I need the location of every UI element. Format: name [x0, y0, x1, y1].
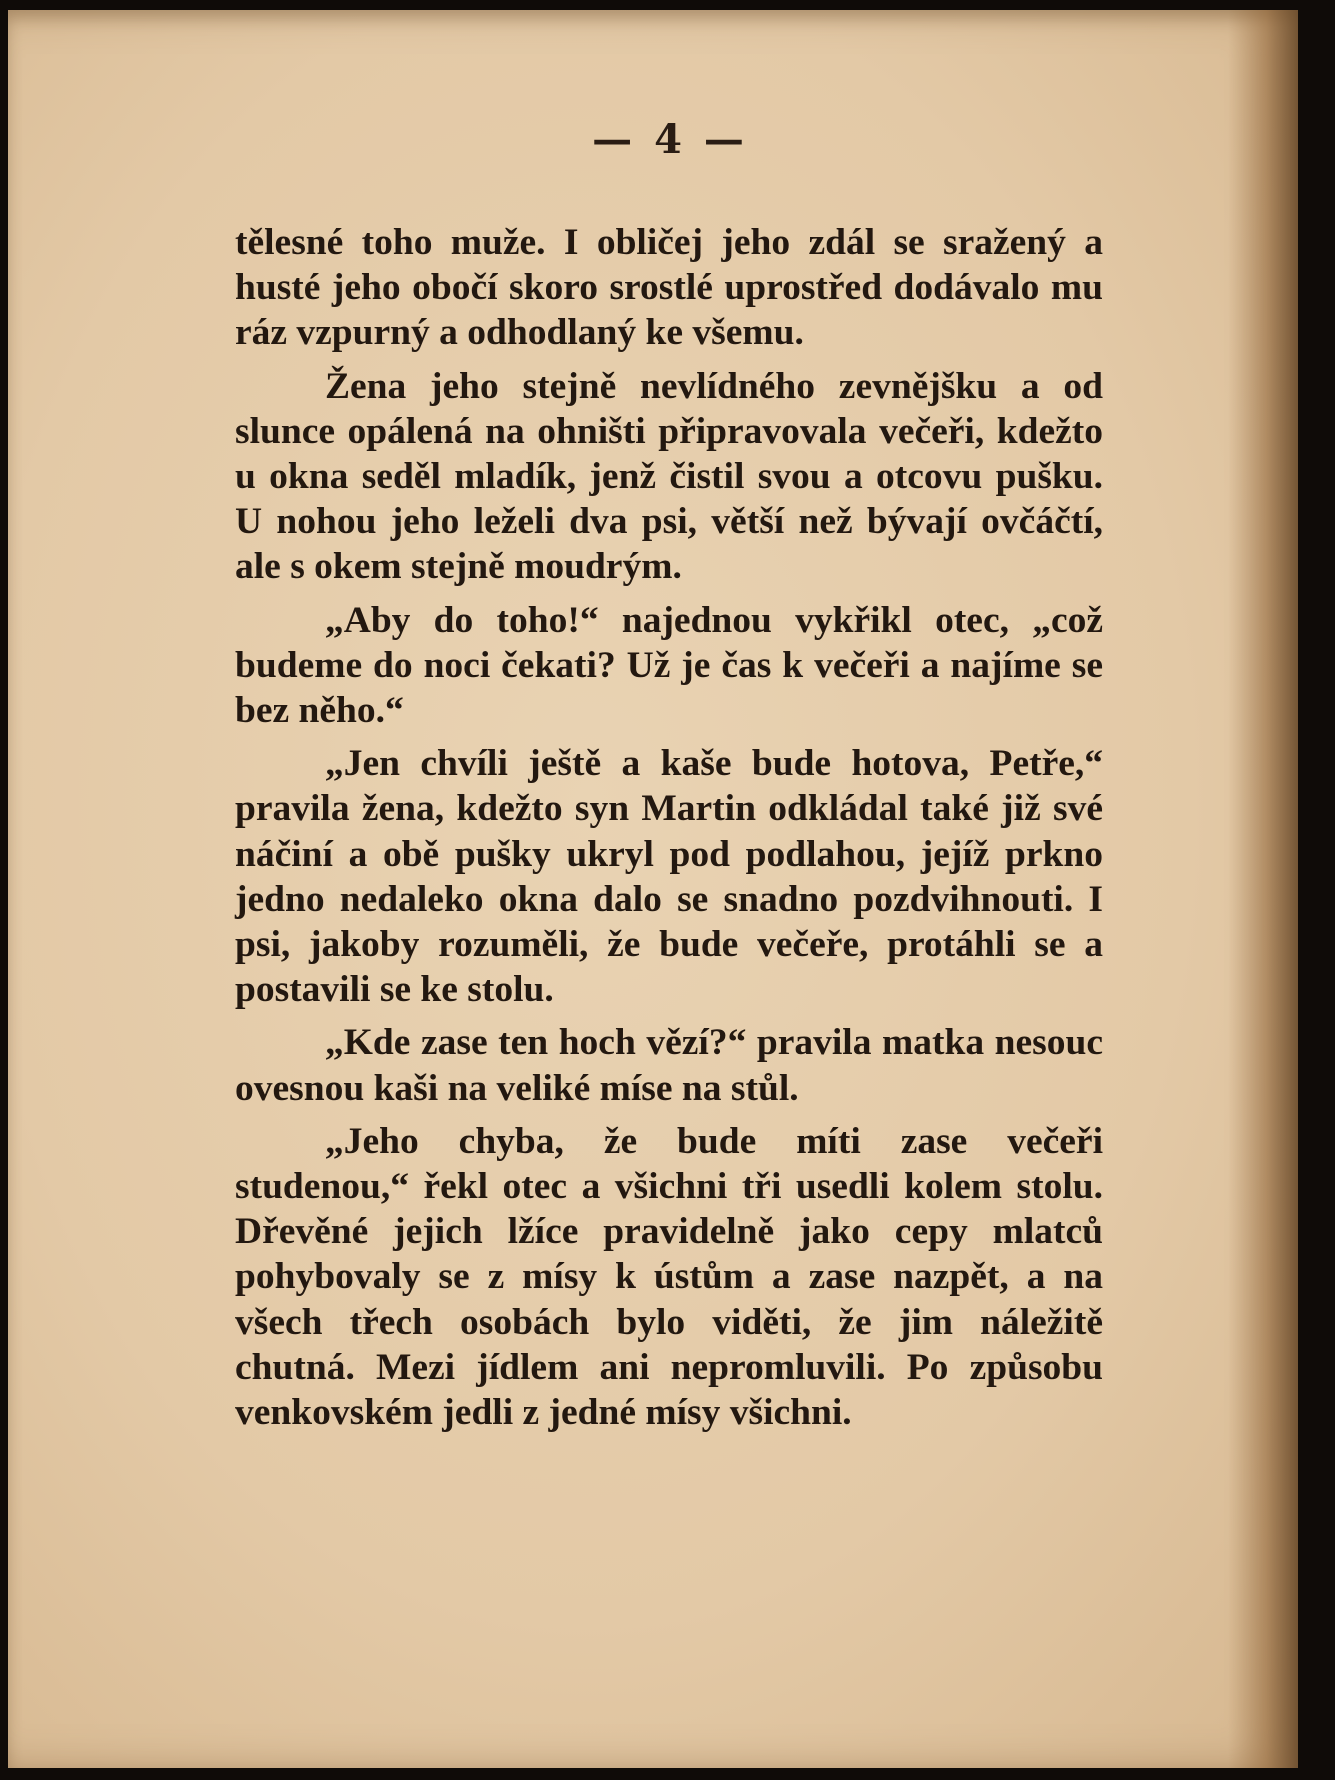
- body-text: [235, 220, 1103, 1443]
- paragraph-1: tělesné toho muže. I obličej jeho zdál se sražený a husté jeho obočí skoro srostlé uprostřed dodávalo mu ráz vzpurný a odhodlaný ke všemu.: [235, 222, 1103, 354]
- page-number: — 4 —: [592, 116, 748, 163]
- page-spine-shadow: [1228, 10, 1298, 1768]
- paragraph-4: „Jen chvíli ještě a kaše bude hotova, Petře,“ pravila žena, kdežto syn Martin odkládal také již své náčiní a obě pušky ukryl pod podlahou, jejíž prkno jedno nedaleko okna dalo se snadno pozdvihnouti. I psi, jakoby rozuměli, že bude večeře, protáhli se a postavili se ke stolu.: [235, 743, 1103, 1011]
- paragraph-5: „Kde zase ten hoch vězí?“ pravila matka nesouc ovesnou kaši na veliké míse na stůl.: [235, 1022, 1103, 1109]
- paragraph-2: Žena jeho stejně nevlídného zevnějšku a od slunce opálená na ohništi připravovala večeři, kdežto u okna seděl mladík, jenž čistil svou a otcovu pušku. U nohou jeho leželi dva psi, větší než bývají ovčáčtí, ale s okem stejně moudrým.: [235, 365, 1103, 588]
- paragraph-6: „Jeho chyba, že bude míti zase večeři studenou,“ řekl otec a všichni tři usedli kolem stolu. Dřevěné jejich lžíce pravidelně jako cepy mlatců pohybovaly se z mísy k ústům a zase nazpět, a na všech třech osobách bylo viděti, že jim náležitě chutná. Mezi jídlem ani nepromluvili. Po způsobu venkovském jedli z jedné mísy všichni.: [235, 1120, 1103, 1434]
- paragraph-3: „Aby do toho!“ najednou vykřikl otec, „což budeme do noci čekati? Už je čas k večeři a najíme se bez něho.“: [235, 599, 1103, 732]
